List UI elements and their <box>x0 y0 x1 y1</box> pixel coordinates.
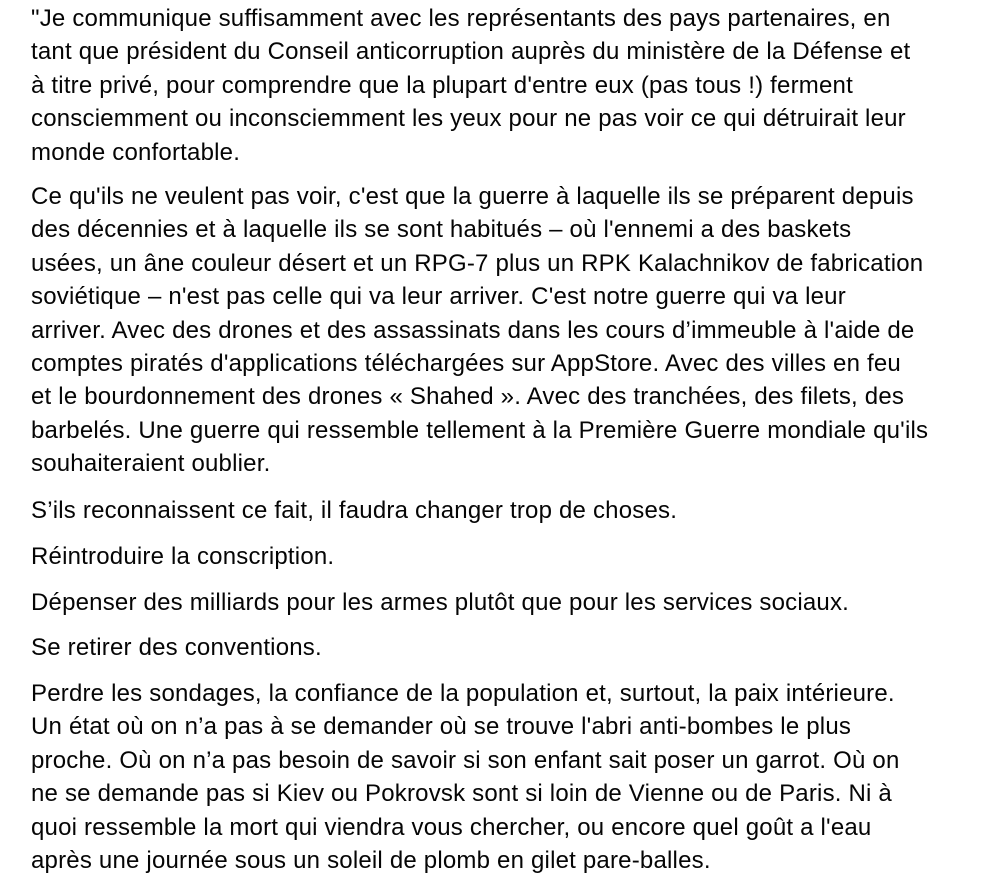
paragraph-line: quoi ressemble la mort qui viendra vous chercher, ou encore quel goût a l'eau <box>31 813 872 841</box>
paragraph-3 <box>31 494 991 527</box>
paragraph-line: Un état où on n’a pas à se demander où se trouve l'abri anti-bombes le plus <box>31 713 852 741</box>
paragraph-line: Dépenser des milliards pour les armes plutôt que pour les services sociaux. <box>31 589 850 616</box>
paragraph-line: soviétique – n'est pas celle qui va leur arriver. C'est notre guerre qui va leur <box>31 283 846 311</box>
paragraph-line: souhaiteraient oublier. <box>31 450 271 478</box>
paragraph-line: S’ils reconnaissent ce fait, il faudra changer trop de choses. <box>31 497 678 524</box>
paragraph-line: Réintroduire la conscription. <box>31 543 335 570</box>
paragraph-line: arriver. Avec des drones et des assassinats dans les cours d’immeuble à l'aide de <box>31 316 915 344</box>
paragraph-4 <box>31 540 991 573</box>
paragraph-line: barbelés. Une guerre qui ressemble tellement à la Première Guerre mondiale qu'ils <box>31 416 929 444</box>
paragraph-line: Ce qu'ils ne veulent pas voir, c'est que la guerre à laquelle ils se préparent depuis <box>31 183 914 210</box>
paragraph-1 <box>31 2 991 169</box>
paragraph-line: proche. Où on n’a pas besoin de savoir si son enfant sait poser un garrot. Où on <box>31 746 900 774</box>
paragraph-line: usées, un âne couleur désert et un RPG-7 plus un RPK Kalachnikov de fabrication <box>31 249 924 277</box>
paragraph-line: et le bourdonnement des drones « Shahed ». Avec des tranchées, des filets, des <box>31 383 905 411</box>
paragraph-line: Se retirer des conventions. <box>31 634 322 661</box>
paragraph-line: après une journée sous un soleil de plomb en gilet pare-balles. <box>31 846 711 874</box>
paragraph-line: à titre privé, pour comprendre que la plupart d'entre eux (pas tous !) ferment <box>31 71 853 99</box>
paragraph-line: consciemment ou inconsciemment les yeux pour ne pas voir ce qui détruirait leur <box>31 105 906 133</box>
paragraph-line: tant que président du Conseil anticorruption auprès du ministère de la Défense et <box>31 38 911 66</box>
paragraph-line: des décennies et à laquelle ils se sont habitués – où l'ennemi a des baskets <box>31 216 852 244</box>
paragraph-line: comptes piratés d'applications téléchargées sur AppStore. Avec des villes en feu <box>31 349 901 377</box>
paragraph-line: "Je communique suffisamment avec les représentants des pays partenaires, en <box>31 5 891 32</box>
paragraph-line: Perdre les sondages, la confiance de la population et, surtout, la paix intérieure. <box>31 680 895 707</box>
paragraph-2 <box>31 180 991 481</box>
paragraph-7 <box>31 677 991 877</box>
paragraph-6 <box>31 631 991 664</box>
paragraph-5 <box>31 586 991 619</box>
paragraph-line: ne se demande pas si Kiev ou Pokrovsk sont si loin de Vienne ou de Paris. Ni à <box>31 780 892 808</box>
paragraph-line: monde confortable. <box>31 138 241 166</box>
